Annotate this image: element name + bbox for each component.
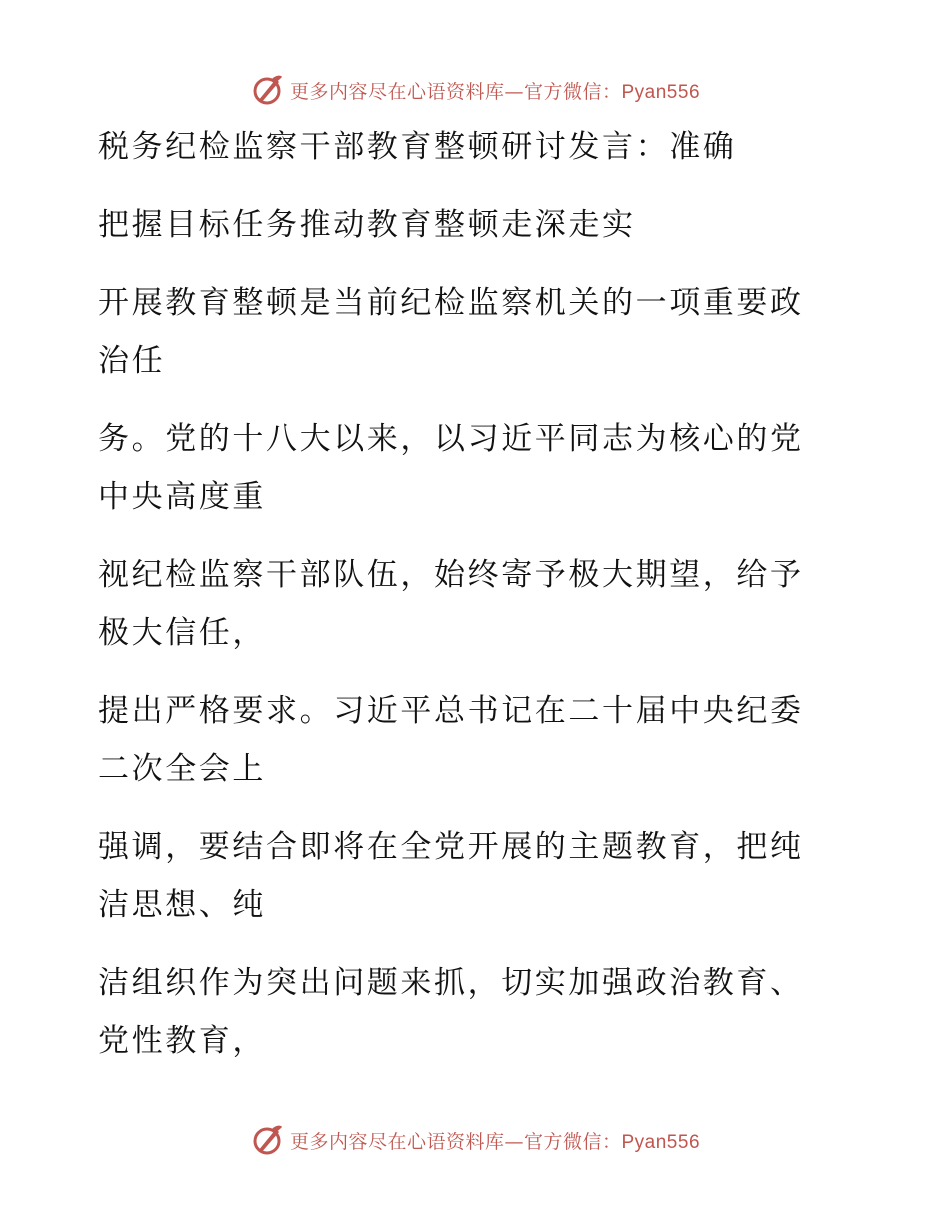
quill-pen-circle-icon	[250, 1123, 284, 1157]
text-line: 中央高度重	[98, 479, 266, 515]
text-line: 开展教育整顿是当前纪检监察机关的一项重要政	[98, 285, 804, 321]
text-line: 党性教育，	[98, 1023, 266, 1059]
text-line: 洁思想、纯	[98, 887, 266, 923]
text-line: 极大信任，	[98, 615, 266, 651]
text-line: 务。党的十八大以来，以习近平同志为核心的党	[98, 421, 804, 457]
footer-banner-text	[290, 1127, 700, 1154]
header-banner-id: Pyan556	[621, 81, 701, 103]
footer-banner-label: 更多内容尽在心语资料库—官方微信：	[289, 1130, 622, 1153]
text-line: 治任	[98, 343, 166, 379]
footer-banner	[0, 1120, 950, 1160]
quill-pen-circle-icon	[250, 73, 284, 107]
text-line: 二次全会上	[98, 751, 266, 787]
text-line: 强调，要结合即将在全党开展的主题教育，把纯	[98, 829, 804, 865]
footer-banner-id: Pyan556	[621, 1131, 701, 1153]
text-line: 视纪检监察干部队伍，始终寄予极大期望，给予	[98, 557, 804, 593]
header-banner-label: 更多内容尽在心语资料库—官方微信：	[289, 80, 622, 103]
header-banner-text	[290, 77, 700, 104]
text-line: 提出严格要求。习近平总书记在二十届中央纪委	[98, 693, 804, 729]
text-line: 洁组织作为突出问题来抓，切实加强政治教育、	[98, 965, 804, 1001]
header-banner	[0, 70, 950, 110]
text-line: 把握目标任务推动教育整顿走深走实	[98, 207, 636, 243]
text-line: 税务纪检监察干部教育整顿研讨发言：准确	[98, 129, 737, 165]
document-body	[98, 118, 838, 1070]
